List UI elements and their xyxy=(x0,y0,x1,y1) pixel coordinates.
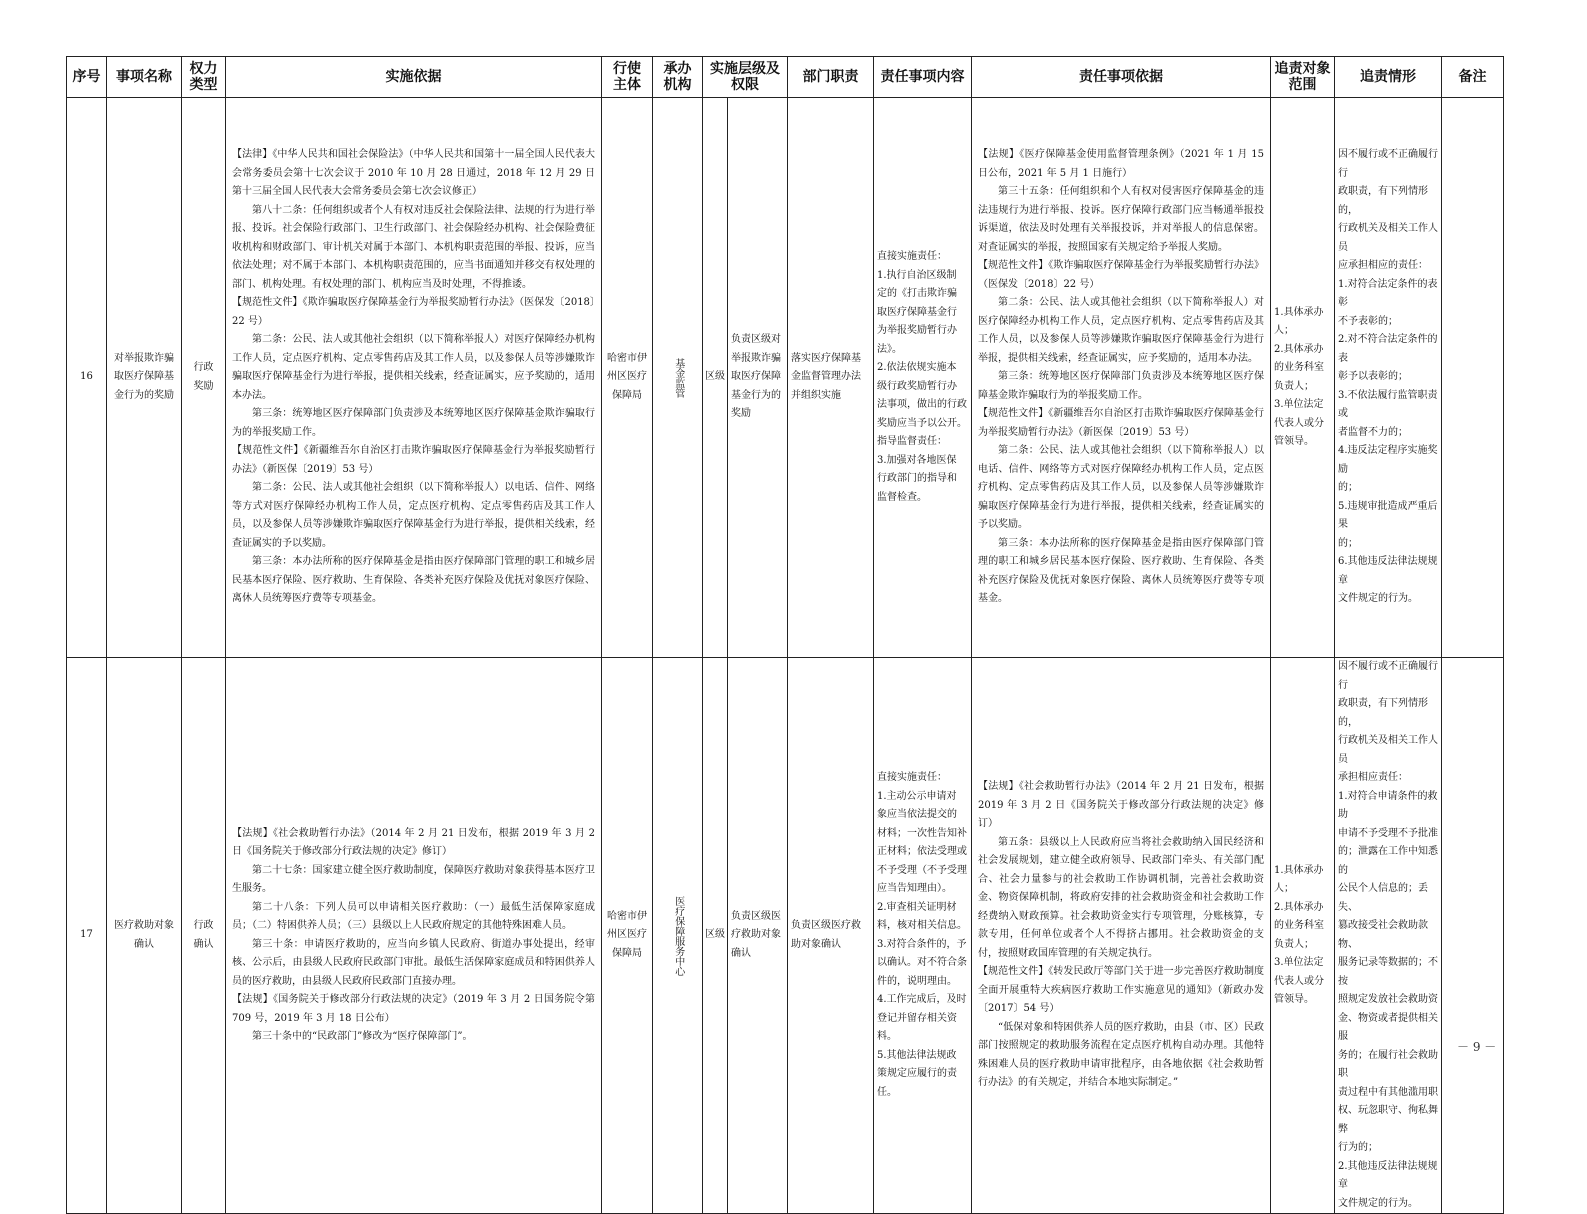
basis-paragraph: 【规范性文件】《欺诈骗取医疗保障基金行为举报奖励暂行办法》（医保发〔2018〕22 号） xyxy=(232,297,595,327)
basis-paragraph: 第三条：本办法所称的医疗保障基金是指由医疗保障部门管理的职工和城乡居民基本医疗保险、医疗救助、生育保险、各类补充医疗保险及优抚对象医疗保险、离休人员统筹医疗费等专项基金。 xyxy=(978,537,1264,605)
header-level: 实施层级及 权限 xyxy=(703,57,788,98)
header-item-name: 事项名称 xyxy=(107,57,182,98)
row-basis xyxy=(226,658,602,1214)
header-resp-content: 责任事项内容 xyxy=(874,57,972,98)
row-note xyxy=(1442,98,1504,658)
table-row xyxy=(67,658,1504,1214)
row-seq: 16 xyxy=(67,98,107,658)
row-org xyxy=(653,98,703,658)
basis-paragraph: 第二条：公民、法人或其他社会组织（以下简称举报人）对医疗保障经办机构工作人员，定点医疗机构、定点零售药店及其工作人员，以及参保人员等涉嫌欺诈骗取医疗保障基金行为进行举报，提供相关线索，经查证属实，应予奖励的，适用本办法。 xyxy=(978,297,1264,364)
basis-paragraph: 【法规】《医疗保障基金使用监督管理条例》（2021 年 1 月 15 日公布，2021 年 5 月 1 日施行） xyxy=(978,149,1264,179)
row-item-name: 对举报欺诈骗 取医疗保障基 金行为的奖励 xyxy=(107,98,182,658)
row-seq: 17 xyxy=(67,658,107,1214)
basis-paragraph: 【法律】《中华人民共和国社会保险法》（中华人民共和国第十一届全国人民代表大会常务委员会第十七次会议于 2010 年 10 月 28 日通过，2018 年 12 月 29 日第十三届全国人民代表大会常务委员会第七次会议修正） xyxy=(232,149,595,198)
basis-paragraph: 【规范性文件】《新疆维吾尔自治区打击欺诈骗取医疗保障基金行为举报奖励暂行办法》（新医保〔2019〕53 号） xyxy=(978,408,1264,438)
basis-paragraph: 第二十八条：下列人员可以申请相关医疗救助：（一）最低生活保障家庭成员；（二）特困供养人员；（三）县级以上人民政府规定的其他特殊困难人员。 xyxy=(232,901,595,931)
basis-paragraph: 【法规】《社会救助暂行办法》（2014 年 2 月 21 日发布，根据 2019 年 3 月 2 日《国务院关于修改部分行政法规的决定》修订） xyxy=(978,781,1264,830)
row-note xyxy=(1442,658,1504,1214)
row-resp-content: 直接实施责任： 1.执行自治区级制 定的《打击欺诈骗 取医疗保障基金行 为举报奖励暂行办 法》。 2.依法依规实施本 级行政奖励暂行办 法事项，做出的行政 奖励应当予以公开。 指导监督责任： 3.加强对各地医保 行政部门的指导和 监督检查。 xyxy=(874,98,972,658)
basis-paragraph: 【规范性文件】《转发民政厅等部门关于进一步完善医疗救助制度全面开展重特大疾病医疗救助工作实施意见的通知》（新政办发〔2017〕54 号） xyxy=(978,966,1264,1015)
basis-paragraph: “低保对象和特困供养人员的医疗救助，由县（市、区）民政部门按照规定的救助服务流程在定点医疗机构自动办理。其他特殊困难人员的医疗救助申请审批程序，由各地依据《社会救助暂行办法》的有关规定，并结合本地实际制定。” xyxy=(978,1021,1264,1089)
header-scope: 追责对象 范围 xyxy=(1271,57,1335,98)
header-resp-basis: 责任事项依据 xyxy=(972,57,1271,98)
row-power-type: 行政 确认 xyxy=(182,658,226,1214)
basis-paragraph: 第三十条中的“民政部门”修改为“医疗保障部门”。 xyxy=(252,1031,473,1042)
row-level-a: 区级 xyxy=(703,658,728,1214)
basis-paragraph: 第三条：统筹地区医疗保障部门负责涉及本统筹地区医疗保障基金欺诈骗取行为的举报奖励工作。 xyxy=(232,408,595,438)
basis-paragraph: 第八十二条：任何组织或者个人有权对违反社会保险法律、法规的行为进行举报、投诉。社会保险行政部门、卫生行政部门、社会保险经办机构、社会保险费征收机构和财政部门、审计机关对属于本部门、本机构职责范围的举报、投诉，应当依法处理；对不属于本部门、本机构职责范围的，应当书面通知并移交有权处理的部门、机构处理。有权处理的部门、机构应当及时处理，不得推诿。 xyxy=(232,204,595,290)
row-power-type: 行政 奖励 xyxy=(182,98,226,658)
row-resp-basis xyxy=(972,658,1271,1214)
row-org-text: 基金监管 xyxy=(672,357,684,398)
header-situation: 追责情形 xyxy=(1335,57,1442,98)
row-scope: 1.具体承办 人； 2.具体承办 的业务科室 负责人； 3.单位法定 代表人或分 管领导。 xyxy=(1271,98,1335,658)
header-org: 承办 机构 xyxy=(653,57,703,98)
basis-paragraph: 第二条：公民、法人或其他社会组织（以下简称举报人）对医疗保障经办机构工作人员，定点医疗机构、定点零售药店及其工作人员，以及参保人员等涉嫌欺诈骗取医疗保障基金行为进行举报，提供相关线索，经查证属实，应予奖励的，适用本办法。 xyxy=(232,334,595,401)
header-note: 备注 xyxy=(1442,57,1504,98)
row-resp-basis xyxy=(972,98,1271,658)
row-basis xyxy=(226,98,602,658)
basis-paragraph: 第五条：县级以上人民政府应当将社会救助纳入国民经济和社会发展规划，建立健全政府领导、民政部门牵头、有关部门配合、社会力量参与的社会救助工作协调机制，完善社会救助资金、物资保障机制，将政府安排的社会救助资金和社会救助工作经费纳入财政预算。社会救助资金实行专项管理，分账核算，专款专用，任何单位或者个人不得挤占挪用。社会救助资金的支付，按照财政国库管理的有关规定执行。 xyxy=(978,836,1264,959)
row-resp-content: 直接实施责任： 1.主动公示申请对 象应当依法提交的 材料；一次性告知补 正材料；依法受理或 不予受理（不予受理 应当告知理由）。 2.审查相关证明材 料，核对相关信息。 3.对符合条件的，予 以确认。对不符合条 件的，说明理由。 4.工作完成后，及时 登记并留存相关资 料。 5.其他法律法规政 策规定应履行的责 任。 xyxy=(874,658,972,1214)
responsibility-table xyxy=(66,56,1504,1214)
row-duty: 落实医疗保障基 金监督管理办法 并组织实施 xyxy=(788,98,874,658)
row-subject: 哈密市伊 州区医疗 保障局 xyxy=(602,98,653,658)
basis-paragraph: 【法规】《社会救助暂行办法》（2014 年 2 月 21 日发布，根据 2019 年 3 月 2 日《国务院关于修改部分行政法规的决定》修订） xyxy=(232,827,595,857)
header-duty: 部门职责 xyxy=(788,57,874,98)
basis-paragraph: 【规范性文件】《欺诈骗取医疗保障基金行为举报奖励暂行办法》（医保发〔2018〕22 号） xyxy=(978,260,1264,290)
basis-paragraph: 第二十七条：国家建立健全医疗救助制度，保障医疗救助对象获得基本医疗卫生服务。 xyxy=(232,864,595,894)
basis-paragraph: 第三十五条：任何组织和个人有权对侵害医疗保障基金的违法违规行为进行举报、投诉。医疗保障行政部门应当畅通举报投诉渠道，依法及时处理有关举报投诉，并对举报人的信息保密。对查证属实的举报，按照国家有关规定给予举报人奖励。 xyxy=(978,186,1264,253)
basis-paragraph: 第三条：本办法所称的医疗保障基金是指由医疗保障部门管理的职工和城乡居民基本医疗保险、医疗救助、生育保险、各类补充医疗保险及优抚对象医疗保险、离休人员统筹医疗费等专项基金。 xyxy=(232,556,595,605)
page-number: － 9 － xyxy=(1457,1040,1497,1054)
row-org xyxy=(653,658,703,1214)
basis-paragraph: 第二条：公民、法人或其他社会组织（以下简称举报人）以电话、信件、网络等方式对医疗保障经办机构工作人员，定点医疗机构、定点零售药店及其工作人员，以及参保人员等涉嫌欺诈骗取医疗保障基金行为进行举报，提供相关线索，经查证属实的予以奖励。 xyxy=(232,482,595,549)
basis-paragraph: 第二条：公民、法人或其他社会组织（以下简称举报人）以电话、信件、网络等方式对医疗保障经办机构工作人员，定点医疗机构、定点零售药店及其工作人员，以及参保人员等涉嫌欺诈骗取医疗保障基金行为进行举报，提供相关线索，经查证属实的予以奖励。 xyxy=(978,445,1264,531)
row-org-text: 医疗保障服务中心 xyxy=(672,895,684,976)
row-situation: 因不履行或不正确履行行 政职责，有下列情形的， 行政机关及相关工作人员 承担相应责任： 1.对符合申请条件的救助 申请不予受理不予批准 的；泄露在工作中知悉的 公民个人信息的；丢失、 篡改接受社会救助款物、 服务记录等数据的；不按 照规定发放社会救助资 金、物资或者提供相关服 务的；在履行社会救助职 责过程中有其他滥用职 权、玩忽职守、徇私舞弊 行为的； 2.其他违反法律法规规章 文件规定的行为。 xyxy=(1335,658,1442,1214)
header-subject: 行使 主体 xyxy=(602,57,653,98)
header-row xyxy=(67,57,1504,98)
basis-paragraph: 【法规】《国务院关于修改部分行政法规的决定》（2019 年 3 月 2 日国务院令第 709 号，2019 年 3 月 18 日公布） xyxy=(232,994,595,1024)
row-level-b: 负责区级医 疗救助对象 确认 xyxy=(728,658,788,1214)
basis-paragraph: 第三十条：申请医疗救助的，应当向乡镇人民政府、街道办事处提出，经审核、公示后，由县级人民政府民政部门审批。最低生活保障家庭成员和特困供养人员的医疗救助，由县级人民政府民政部门直接办理。 xyxy=(232,938,595,987)
row-subject: 哈密市伊 州区医疗 保障局 xyxy=(602,658,653,1214)
row-item-name: 医疗救助对象 确认 xyxy=(107,658,182,1214)
header-basis: 实施依据 xyxy=(226,57,602,98)
row-level-a: 区级 xyxy=(703,98,728,658)
table-row xyxy=(67,98,1504,658)
row-level-b: 负责区级对 举报欺诈骗 取医疗保障 基金行为的 奖励 xyxy=(728,98,788,658)
row-situation: 因不履行或不正确履行行 政职责，有下列情形的， 行政机关及相关工作人员 应承担相应的责任： 1.对符合法定条件的表彰 不予表彰的； 2.对不符合法定条件的表 彰予以表彰的； 3.不依法履行监管职责或 者监督不力的； 4.违反法定程序实施奖励 的； 5.违规审批造成严重后果 的； 6.其他违反法律法规规章 文件规定的行为。 xyxy=(1335,98,1442,658)
row-scope: 1.具体承办 人； 2.具体承办 的业务科室 负责人； 3.单位法定 代表人或分 管领导。 xyxy=(1271,658,1335,1214)
basis-paragraph: 【规范性文件】《新疆维吾尔自治区打击欺诈骗取医疗保障基金行为举报奖励暂行办法》（新医保〔2019〕53 号） xyxy=(232,445,595,475)
header-power-type: 权力 类型 xyxy=(182,57,226,98)
header-seq: 序号 xyxy=(67,57,107,98)
row-duty: 负责区级医疗救 助对象确认 xyxy=(788,658,874,1214)
basis-paragraph: 第三条：统筹地区医疗保障部门负责涉及本统筹地区医疗保障基金欺诈骗取行为的举报奖励工作。 xyxy=(978,371,1264,401)
